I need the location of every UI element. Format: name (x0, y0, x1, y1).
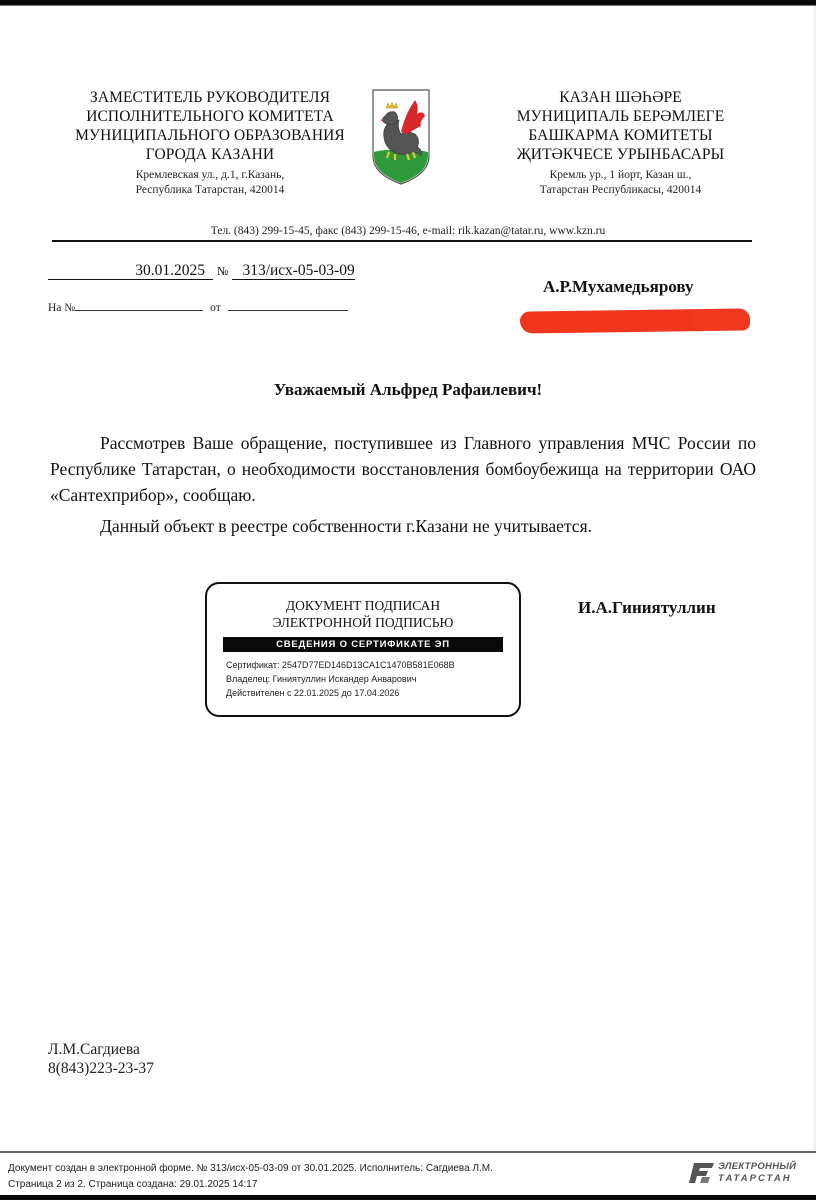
reference-row (48, 300, 348, 314)
header-contacts: Тел. (843) 299-15-45, факс (843) 299-15-46, e-mail: rik.kazan@tatar.ru, www.kzn.ru (210, 225, 606, 237)
logo-text-line: ЭЛЕКТРОННЫЙ (718, 1161, 797, 1172)
certificate-info-bar: СВЕДЕНИЯ О СЕРТИФИКАТЕ ЭП (223, 637, 503, 652)
footer-line-1: Документ создан в электронной форме. № 313/исх-05-03-09 от 30.01.2025. Исполнитель: Сагдиева Л.М. (8, 1163, 493, 1174)
header-left-title-line: ЗАМЕСТИТЕЛЬ РУКОВОДИТЕЛЯ (89, 89, 331, 106)
electronic-tatarstan-logo (688, 1161, 798, 1191)
letter-paragraph: Данный объект в реестре собственности г.Казани не учитывается. (100, 516, 592, 536)
header-right-title-line: МУНИЦИПАЛЬ БЕРӘМЛЕГЕ (516, 108, 725, 125)
executor-phone: 8(843)223-23-37 (48, 1060, 154, 1077)
reference-date-blank (228, 300, 348, 311)
footer-line-2: Страница 2 из 2. Страница создана: 29.01.2025 14:17 (8, 1179, 258, 1190)
registration-date: 30.01.2025 (48, 262, 213, 280)
signature-stamp-title-line: ДОКУМЕНТ ПОДПИСАН (285, 598, 441, 613)
signature-stamp-title-line: ЭЛЕКТРОННОЙ ПОДПИСЬЮ (272, 615, 454, 630)
certificate-serial: Сертификат: 2547D77ED146D13CA1C1470B581E068B (226, 660, 455, 670)
electronic-tatarstan-logo-icon (688, 1161, 716, 1187)
executor-name: Л.М.Сагдиева (48, 1041, 140, 1058)
header-left-title-line: ГОРОДА КАЗАНИ (145, 146, 275, 163)
header-right-address (478, 168, 763, 198)
reference-number-blank (75, 300, 203, 311)
registration-number: 313/исх-05-03-09 (232, 262, 354, 280)
registration-row (48, 262, 355, 280)
certificate-details (226, 658, 519, 700)
header-left-address-line: Республика Татарстан, 420014 (135, 184, 285, 196)
letter-paragraph: Рассмотрев Ваше обращение, поступившее из Главного управления МЧС России по Республике Татарстан, о необходимости восстановления бомбоубежища на территории ОАО «Сантехприбор», сообщаю. (50, 433, 756, 505)
header-right-title (478, 88, 763, 164)
bottom-border (0, 1195, 816, 1200)
top-border-line (0, 5, 816, 6)
page-edge-shadow (812, 6, 816, 1151)
electronic-tatarstan-logo-text (718, 1161, 796, 1185)
logo-text-line: ТАТАРСТАН (718, 1173, 792, 1184)
header-right-title-line: БАШКАРМА КОМИТЕТЫ (528, 127, 713, 144)
registration-number-label: № (217, 264, 229, 278)
addressee-name: А.Р.Мухамедьярову (543, 277, 694, 296)
header-right-title-line: КАЗАН ШӘҺӘРЕ (559, 89, 682, 106)
certificate-owner: Владелец: Гиниятуллин Искандер Анварович (226, 674, 417, 684)
header-right-title-line: ҖИТӘКЧЕСЕ УРЫНБАСАРЫ (516, 146, 725, 163)
footer-divider (0, 1151, 816, 1153)
signature-stamp-title (207, 597, 519, 631)
header-left-address (50, 168, 370, 198)
header-right-address-line: Кремль ур., 1 йорт, Казан ш., (549, 169, 692, 181)
redaction-mark-tail (690, 310, 750, 330)
header-left-address-line: Кремлевская ул., д.1, г.Казань, (135, 169, 285, 181)
header-left-title-line: МУНИЦИПАЛЬНОГО ОБРАЗОВАНИЯ (75, 127, 345, 144)
kazan-coat-of-arms-icon (371, 86, 431, 186)
footer-text (8, 1161, 493, 1193)
header-right-tatar (478, 88, 763, 198)
signer-name: И.А.Гиниятуллин (578, 598, 716, 617)
header-divider (52, 240, 752, 242)
header-left-russian (50, 88, 370, 198)
header-left-title (50, 88, 370, 164)
salutation: Уважаемый Альфред Рафаилевич! (273, 380, 543, 399)
executor-block (48, 1040, 154, 1078)
reference-from-label: от (210, 302, 221, 314)
reference-number-label: На № (48, 302, 76, 314)
header-left-title-line: ИСПОЛНИТЕЛЬНОГО КОМИТЕТА (86, 108, 334, 125)
electronic-signature-stamp (205, 582, 521, 717)
certificate-validity: Действителен с 22.01.2025 до 17.04.2026 (226, 688, 400, 698)
header-right-address-line: Татарстан Республикасы, 420014 (539, 184, 702, 196)
